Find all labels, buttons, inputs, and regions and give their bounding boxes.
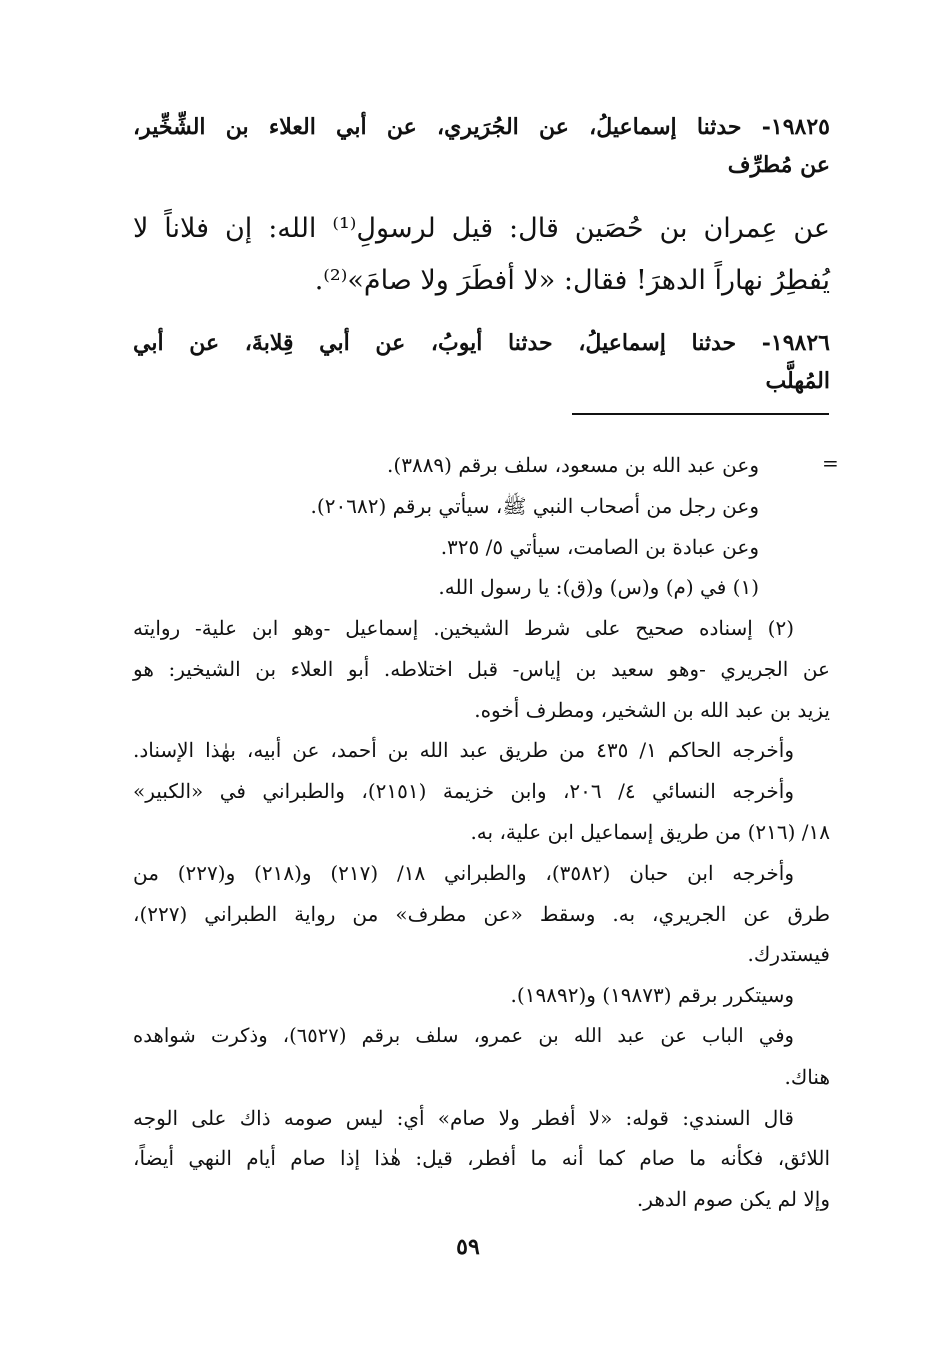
hadith-19825-chain xyxy=(133,108,830,184)
footnote-line: وإلا لم يكن صوم الدهر. xyxy=(636,1187,830,1212)
footnote-line: قال السندي: قوله: «لا أفطر ولا صام» أي: ليس صومه ذاك على الوجه xyxy=(133,1105,794,1130)
continuation-mark: = xyxy=(822,451,839,475)
footnote-line: وفي الباب عن عبد الله بن عمرو، سلف برقم (٦٥٢٧)، وذكرت شواهده xyxy=(133,1023,795,1047)
footnote-line: عن الجريري -وهو سعيد بن إياس- قبل اختلاطه. أبو العلاء بن الشيخير: هو xyxy=(133,656,830,681)
footnote-line: (١) في (م) و(س) و(ق): يا رسول الله. xyxy=(438,575,759,600)
footnote-2 xyxy=(133,608,830,1220)
footnote-line: ١٨/ (٢١٦) من طريق إسماعيل ابن علية، به. xyxy=(470,819,830,844)
footnote-line: وسيتكرر برقم (١٩٨٧٣) و(١٩٨٩٢). xyxy=(510,983,794,1008)
footnotes xyxy=(133,445,795,608)
footnote-line: وأخرجه الحاكم ١/ ٤٣٥ من طريق عبد الله بن أحمد، عن أبيه، بهٰذا الإسناد. xyxy=(133,738,794,763)
matn-line: عن عِمران بن حُصَين قال: قيل لرسولِ⁽¹⁾ الله: إن فلاناً لا xyxy=(133,213,830,244)
footnote-line: وعن عبد الله بن مسعود، سلف برقم (٣٨٨٩). xyxy=(387,453,759,477)
footnote-line: طرق عن الجريري، به. وسقط «عن مطرف» من رواية الطبراني (٢٢٧)، xyxy=(133,901,830,926)
hadith-19826-chain xyxy=(133,324,830,400)
matn-line: يُفطِرُ نهاراً الدهرَ! فقال: «لا أفطَرَ ولا صامَ»⁽²⁾. xyxy=(314,265,830,296)
footnote-line: هناك. xyxy=(784,1064,830,1089)
footnote-line: يزيد بن عبد الله بن الشخير، ومطرف أخوه. xyxy=(474,697,830,722)
footnote-line: وأخرجه ابن حبان (٣٥٨٢)، والطبراني ١٨/ (٢١٧) و(٢١٨) و(٢٢٧) من xyxy=(133,860,794,885)
footnote-line: فيستدرك. xyxy=(747,942,830,967)
footnote-line: اللائق، فكأنه ما صام كما أنه ما أفطر، قيل: هٰذا إذا صام أيام النهي أيضاً، xyxy=(133,1146,830,1171)
footnote-line: وعن عبادة بن الصامت، سيأتي ٥/ ٣٢٥. xyxy=(440,534,759,559)
footnote-line: وعن رجل من أصحاب النبي ﷺ، سيأتي برقم (٢٠٦٨٢). xyxy=(310,493,759,518)
chain-line: المُهلَّب xyxy=(765,368,830,394)
chain-line: ١٩٨٢٦- حدثنا إسماعيلُ، حدثنا أيوبُ، عن أبي قِلابةَ، عن أبي xyxy=(133,330,830,356)
footnote-line: (٢) إسناده صحيح على شرط الشيخين. إسماعيل -وهو ابن علية- روايته xyxy=(133,616,794,640)
chain-line: ١٩٨٢٥- حدثنا إسماعيلُ، عن الجُرَيري، عن أبي العلاء بن الشِّخِّير، xyxy=(133,114,830,140)
hadith-matn xyxy=(133,203,830,307)
chain-line: عن مُطرِّف xyxy=(727,152,830,178)
page-number: ٥٩ xyxy=(456,1234,480,1260)
footnote-separator xyxy=(572,413,829,415)
footnote-line: وأخرجه النسائي ٤/ ٢٠٦، وابن خزيمة (٢١٥١)، والطبراني في «الكبير» xyxy=(133,779,794,804)
